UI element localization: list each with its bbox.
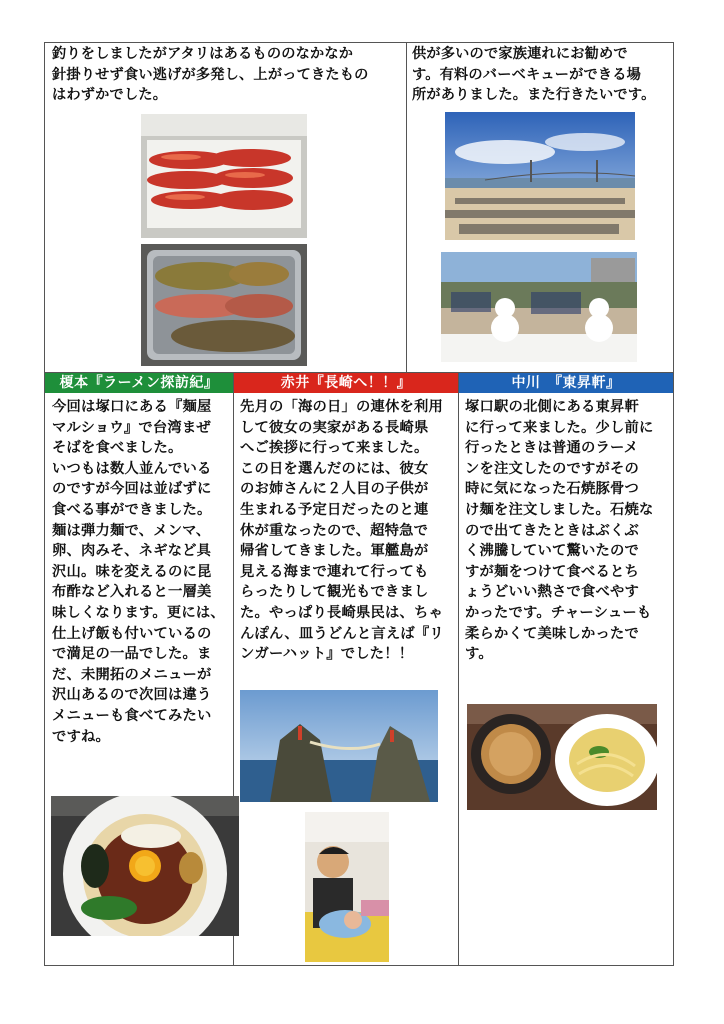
column-body-akai: 先月の「海の日」の連休を利用 して彼女の実家がある長崎県 へご挨拶に行って来ました。 この日を選んだのには、彼女 のお姉さんに２人目の子供が 生まれる予定日だったのと連 休が重なったので、超特急で 帰省してきました。軍艦島が 見える海まで連れて行っても らったりして観光もできまし た。やっぱり長崎県民は、ちゃ んぽん、皿うどんと言えば『リ ンガーハット』でした！！	[240, 399, 444, 663]
mazesoba-photo	[51, 796, 239, 936]
fish-tray-photo	[141, 244, 307, 366]
column-header-enomoto: 榎本『ラーメン探訪紀』	[45, 373, 233, 393]
meoto-iwa-photo	[240, 690, 438, 802]
snowman-event-photo	[441, 252, 637, 362]
column-header-nakagawa: 中川 『東昇軒』	[459, 373, 673, 393]
beach-photo	[445, 112, 635, 240]
top-divider	[406, 42, 407, 372]
column-header-akai: 赤井『長崎へ！！』	[234, 373, 458, 393]
fishing-text: 釣りをしましたがアタリはあるもののなかなか 針掛りせず食い逃げが多発し、上がってきたもの はわずかでした。	[52, 46, 369, 104]
column-body-nakagawa: 塚口駅の北側にある東昇軒 に行って来ました。少し前に 行ったときは普通のラーメ ンを注文したのですがその 時に気になった石焼豚骨つ け麺を注文しました。石焼な ので出てきたときはぶくぶ く沸騰していて驚いたので すが麺をつけて食べるとち ょうどいい熱さで食べやす かったです。チャーシューも 柔らかくて美味しかったで す。	[465, 399, 654, 663]
tsukemen-photo	[467, 704, 657, 810]
column-body-enomoto: 今回は塚口にある『麺屋 マルショウ』で台湾まぜ そばを食べました。 いつもは数人並んでいる のですが今回は並ばずに 食べる事ができました。 麺は弾力麺で、メンマ、 卵、肉みそ、ネギなど具 沢山。味を変えるのに昆 布酢など入れると一層美 味しくなります。更には、 仕上げ飯も付いているの で満足の一品でした。ま だ、未開拓のメニューが 沢山あるので次回は違う メニューも食べてみたい ですね。	[52, 399, 225, 745]
baby-photo	[305, 812, 389, 962]
beach-text: 供が多いので家族連れにお勧めで す。有料のバーベキューができる場 所がありました。また行きたいです。	[412, 46, 656, 104]
fish-cooler-photo	[141, 114, 307, 238]
col-divider-2	[458, 372, 459, 966]
